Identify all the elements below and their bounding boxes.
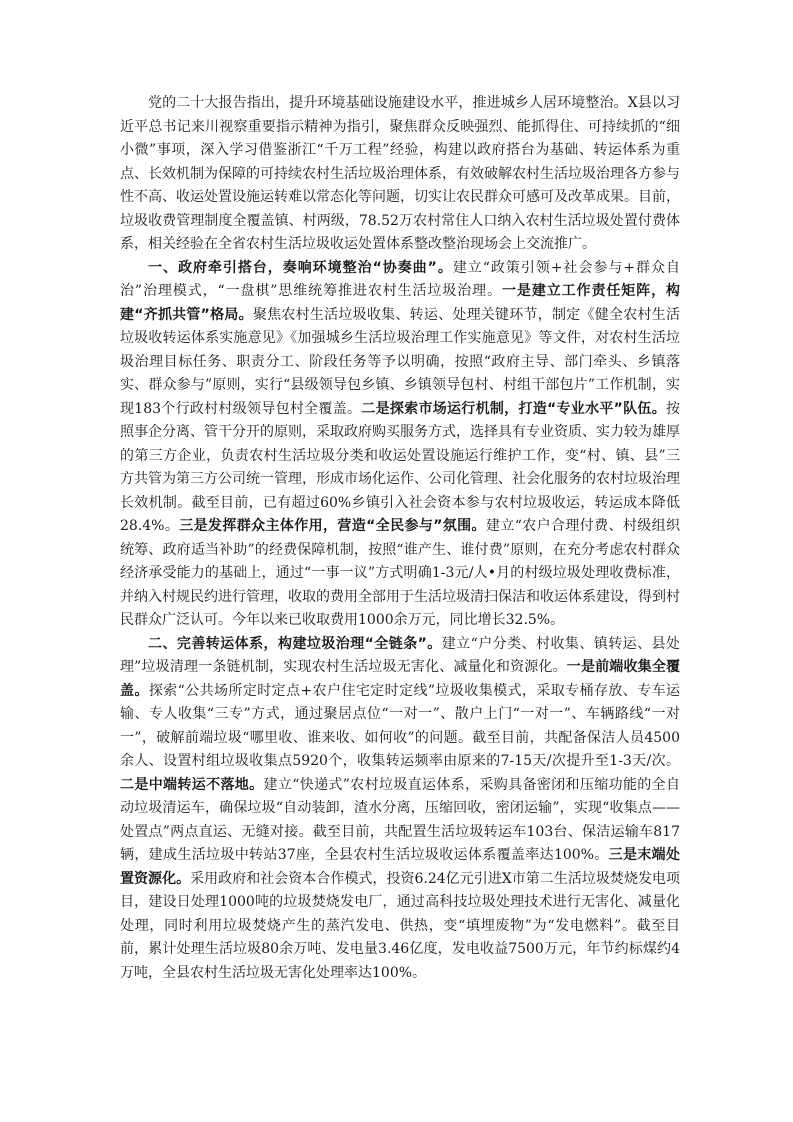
document-page — [120, 92, 680, 985]
section-two-heading: 二、完善转运体系，构建垃圾治理“全链条”。 — [148, 635, 442, 652]
paragraph-text: 建立“政策引领+社会参与+群众自治”治理模式，“一盘棋”思维统筹推进农村生活垃圾治理。 — [120, 259, 681, 299]
subpoint-heading: 二是探索市场运行机制，打造“专业水平”队伍。 — [361, 400, 666, 417]
paragraph-text: 采用政府和社会资本合作模式，投资6.24亿元引进X市第二生活垃圾焚烧发电项目，建设日处理1000吨的垃圾焚烧发电厂，通过高科技垃圾处理技术进行无害化、减量化处理，同时利用垃圾焚烧产生的蒸汽发电、供热，变“填埋废物”为“发电燃料”。截至目前，累计处理生活垃圾80余万吨、发电量3.46亿度，发电收益7500万元，年节约标煤约4万吨，全县农村生活垃圾无害化处理率达100%。 — [120, 870, 681, 981]
paragraph-text: 建立“快递式”农村垃圾直运体系，采购具备密闭和压缩功能的全自动垃圾清运车，确保垃圾“自动装卸，渣水分离，压缩回收，密闭运输”，实现“收集点——处置点”两点直运、无缝对接。截至目前，共配置生活垃圾转运车103台、保洁运输车817辆，建成生活垃圾中转站37座，全县农村生活垃圾收运体系覆盖率达100%。 — [120, 776, 680, 863]
paragraph-text: 党的二十大报告指出，提升环境基础设施建设水平，推进城乡人居环境整治。X县以习近平总书记来川视察重要指示精神为指引，聚焦群众反映强烈、能抓得住、可持续抓的“细小微”事项，深入学习借鉴浙江“千万工程”经验，构建以政府搭台为基础、转运体系为重点、长效机制为保障的可持续农村生活垃圾治理体系，有效破解农村生活垃圾治理各方参与性不高、收运处置设施运转难以常态化等问题，切实让农民群众可感可及改革成果。目前，垃圾收费管理制度全覆盖镇、村两级，78.52万农村常住人口纳入农村生活垃圾处置付费体系，相关经验在全省农村生活垃圾收运处置体系整改整治现场会上交流推广。 — [120, 95, 680, 252]
intro-paragraph — [120, 92, 680, 257]
subpoint-heading: 一是建立工作责任矩阵，构建“齐抓共管”格局。 — [120, 283, 680, 323]
subpoint-heading: 二是中端转运不落地。 — [120, 776, 264, 793]
section-one-heading: 一、政府牵引搭台，奏响环境整治“协奏曲”。 — [148, 259, 453, 276]
paragraph-text: 建立“户分类、村收集、镇转运、县处理”垃圾清理一条链机制，实现农村生活垃圾无害化、减量化和资源化。 — [120, 635, 680, 675]
subpoint-heading: 三是发挥群众主体作用，营造“全民参与”氛围。 — [179, 518, 486, 534]
paragraph-text: 探索“公共场所定时定点+农户住宅定时定线”垃圾收集模式，采取专桶存放、专车运输、专人收集“三专”方式，通过聚居点位“一对一”、散户上门“一对一”、车辆路线“一对一”，破解前端垃圾“哪里收、谁来收、如何收”的问题。截至目前，共配备保洁人员4500余人、设置村组垃圾收集点5920个，收集转运频率由原来的7-15天/次提升至1-3天/次。 — [120, 682, 681, 769]
section-one-paragraph — [120, 257, 680, 633]
paragraph-text: 聚焦农村生活垃圾收集、转运、处理关键环节，制定《健全农村生活垃圾收转运体系实施意见》《加强城乡生活垃圾治理工作实施意见》等文件，对农村生活垃圾治理目标任务、职责分工、阶段任务等予以明确，按照“政府主导、部门牵头、乡镇落实、群众参与”原则，实行“县级领导包乡镇、乡镇领导包村、村组干部包片”工作机制，实现183个行政村村级领导包村全覆盖。 — [120, 306, 681, 417]
paragraph-text: 建立“农户合理付费、村级组织统筹、政府适当补助”的经费保障机制，按照“谁产生、谁付费”原则，在充分考虑农村群众经济承受能力的基础上，通过“一事一议”方式明确1-3元/人•月的村级垃圾处理收费标准，并纳入村规民约进行管理，收取的费用全部用于生活垃圾清扫保洁和收运体系建设，得到村民群众广泛认可。今年以来已收取费用1000余万元，同比增长32.5%。 — [120, 518, 680, 628]
subpoint-heading: 一是前端收集全覆盖。 — [120, 659, 681, 699]
paragraph-text: 按照事企分离、管干分开的原则，采取政府购买服务方式，选择具有专业资质、实力较为雄厚的第三方企业，负责农村生活垃圾分类和收运处置设施运行维护工作，变“村、镇、县”三方共管为第三方公司统一管理，形成市场化运作、公司化管理、社会化服务的农村垃圾治理长效机制。截至目前，已有超过60%乡镇引入社会资本参与农村垃圾收运，转运成本降低28.4%。 — [120, 400, 680, 534]
section-two-paragraph — [120, 633, 680, 986]
subpoint-heading: 三是末端处置资源化。 — [120, 847, 681, 887]
